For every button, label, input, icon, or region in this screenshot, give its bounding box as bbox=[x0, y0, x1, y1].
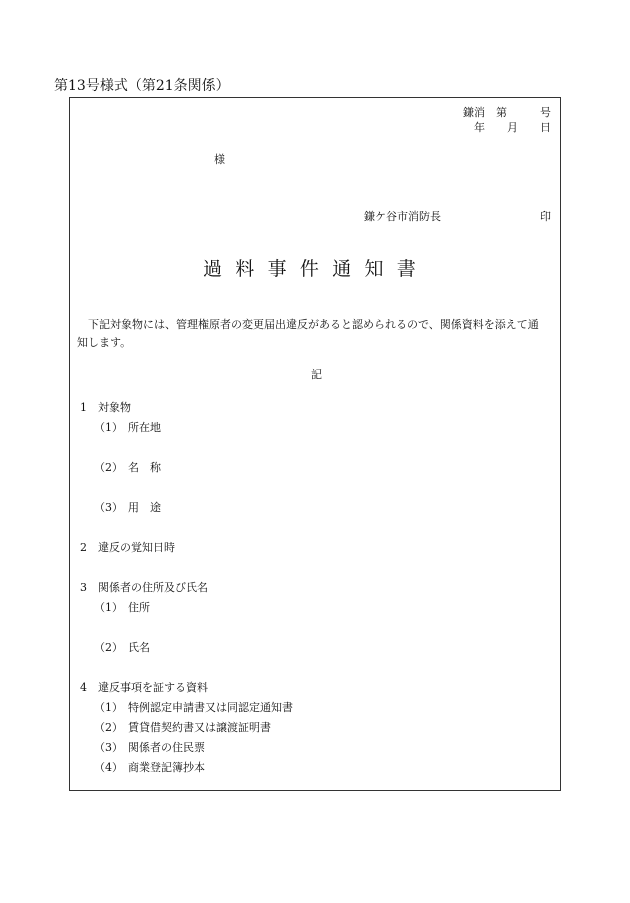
section-1-heading: 1 対象物 bbox=[80, 401, 131, 414]
item-label: 氏名 bbox=[128, 641, 150, 654]
ki-marker: 記 bbox=[311, 368, 322, 381]
section-3-item-1 bbox=[94, 602, 150, 613]
body-text-line-2: 知します。 bbox=[77, 336, 132, 349]
section-4-item-2 bbox=[94, 722, 271, 733]
item-number: （2） bbox=[94, 641, 123, 654]
item-number: （3） bbox=[94, 741, 123, 754]
section-2-heading: 2 違反の覚知日時 bbox=[80, 541, 175, 554]
item-number: （1） bbox=[94, 701, 123, 714]
section-1-item-3 bbox=[94, 502, 161, 513]
issuer-name: 鎌ケ谷市消防長 bbox=[364, 210, 441, 223]
item-number: （3） bbox=[94, 501, 123, 514]
item-label: 所在地 bbox=[128, 421, 161, 434]
item-label: 名 称 bbox=[128, 461, 161, 474]
form-label: 第13号様式（第21条関係） bbox=[54, 78, 230, 94]
section-4-heading: 4 違反事項を証する資料 bbox=[80, 681, 208, 694]
seal-mark: 印 bbox=[540, 210, 551, 223]
document-number: 鎌消 第 号 bbox=[463, 106, 551, 119]
item-number: （4） bbox=[94, 761, 123, 774]
item-number: （1） bbox=[94, 601, 123, 614]
section-4-item-4 bbox=[94, 762, 205, 773]
section-3-heading: 3 関係者の住所及び氏名 bbox=[80, 581, 208, 594]
document-title: 過料事件通知書 bbox=[203, 258, 430, 280]
section-4-item-1 bbox=[94, 702, 293, 713]
section-1-item-1 bbox=[94, 422, 161, 433]
document-date: 年 月 日 bbox=[474, 121, 551, 134]
section-3-item-2 bbox=[94, 642, 150, 653]
section-1-item-2 bbox=[94, 462, 161, 473]
item-label: 住所 bbox=[128, 601, 150, 614]
form-frame bbox=[69, 97, 561, 791]
item-label: 関係者の住民票 bbox=[128, 741, 205, 754]
item-number: （2） bbox=[94, 721, 123, 734]
item-label: 商業登記簿抄本 bbox=[128, 761, 205, 774]
item-label: 用 途 bbox=[128, 501, 161, 514]
section-4-item-3 bbox=[94, 742, 205, 753]
item-label: 特例認定申請書又は同認定通知書 bbox=[128, 701, 293, 714]
item-number: （1） bbox=[94, 421, 123, 434]
item-number: （2） bbox=[94, 461, 123, 474]
item-label: 賃貸借契約書又は譲渡証明書 bbox=[128, 721, 271, 734]
body-text-line-1: 下記対象物には、管理権原者の変更届出違反があると認められるので、関係資料を添えて通 bbox=[88, 318, 539, 331]
addressee-suffix: 様 bbox=[214, 153, 225, 166]
